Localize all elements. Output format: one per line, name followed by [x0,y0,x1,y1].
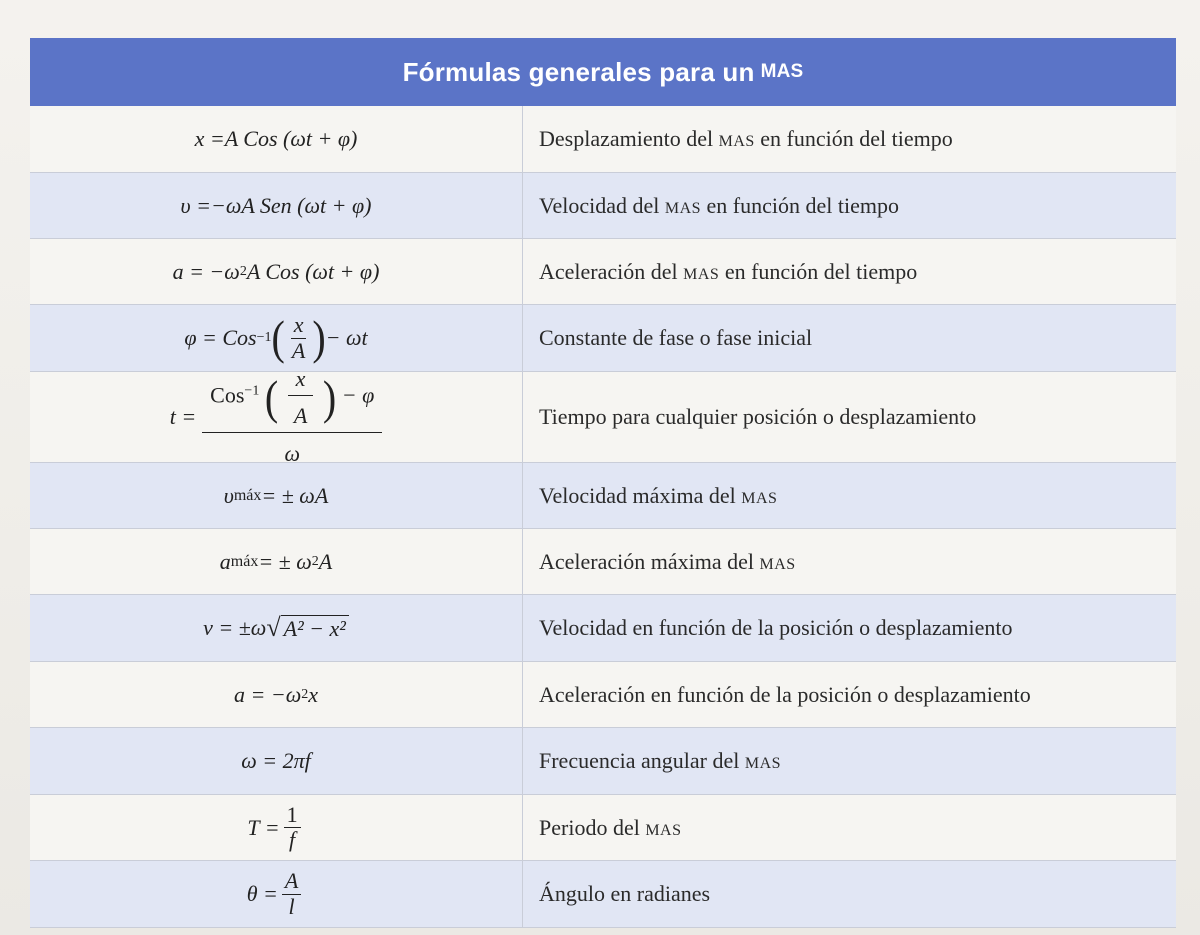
description-cell [523,404,1176,430]
formulas-table [30,38,1176,928]
big-fraction-denominator: ω [284,441,300,467]
description-cell [523,483,1176,509]
sqrt-radicand: A² − x² [281,615,349,642]
formula-cell [30,861,523,927]
formula-cell [30,463,523,528]
formula-end: x [308,681,318,707]
formula-topend: − φ [341,382,375,408]
description-text-end: en función del tiempo [760,126,953,151]
formula-rhs: = ± ωA [261,482,329,508]
description-text-end: en función del tiempo [706,192,899,218]
fraction-denominator: A [291,337,306,363]
table-row [30,861,1176,928]
formula-lhs: ν = ±ω [203,615,267,640]
formula-lhs: a = −ω [172,258,240,284]
fraction-numerator: A [282,869,301,894]
formula-rhs: A Cos (ωt + φ) [224,126,358,151]
description-smallcaps: MAS [741,489,778,507]
description-cell [523,815,1176,841]
description-text: Constante de fase o fase inicial [539,325,813,350]
description-cell [523,682,1176,708]
formula-exponent: 2 [239,263,247,279]
description-text: Aceleración del [539,258,678,284]
description-text: Aceleración máxima del [539,548,755,574]
formula-subscript: máx [233,486,262,504]
fraction [282,869,301,918]
formula-cell [30,529,523,594]
description-smallcaps: MAS [664,199,702,217]
description-cell [523,881,1176,907]
formula-rhs: −ωA Sen (ωt + φ) [210,192,372,218]
description-text: Tiempo para cualquier posición o desplazamiento [539,404,977,429]
description-cell [523,193,1176,219]
formula-cell [30,305,523,371]
fraction-denominator: f [289,827,296,852]
table-row [30,595,1176,662]
formula-exponent: 2 [311,553,319,569]
formula-rhs: − ωt [325,325,368,350]
description-text: Periodo del [539,814,640,840]
formula-exponent: 2 [301,686,309,702]
formula-subscript: máx [230,552,259,570]
description-smallcaps: MAS [683,265,720,283]
formula-lhs: θ = [246,881,278,906]
formula-rhs: A Cos (ωt + φ) [246,258,380,284]
description-cell [523,748,1176,774]
formula-exponent: −1 [256,330,272,345]
formula-rhs: = ± ω [258,548,312,574]
sqrt-sign-glyph: √ [266,613,281,642]
formula-rhs: ω = 2πf [241,748,311,773]
formula-cell [30,173,523,238]
table-row [30,529,1176,595]
table-row [30,728,1176,795]
table-row [30,239,1176,305]
fraction-denominator: l [288,893,295,919]
right-paren-glyph: ) [322,369,337,424]
table-row [30,106,1176,173]
description-smallcaps: MAS [759,555,796,573]
right-paren-glyph: ) [312,310,326,365]
description-text: Desplazamiento del [539,126,714,151]
fraction-numerator: x [288,367,314,396]
description-cell [523,549,1176,575]
big-fraction-numerator [202,367,382,433]
formula-lhs: υ [223,482,234,508]
fraction [288,367,314,428]
table-row [30,305,1176,372]
description-text: Velocidad del [539,192,660,218]
description-text: Velocidad en función de la posición o desplazamiento [539,615,1013,640]
left-paren-glyph: ( [271,310,285,365]
description-text: Frecuencia angular del [539,748,740,773]
table-row [30,662,1176,728]
formula-lhs: φ = Cos [184,325,257,350]
description-text: Ángulo en radianes [539,881,711,906]
formula-cell [30,106,523,172]
table-row [30,173,1176,239]
formula-lhs: a = −ω [234,681,302,707]
formula-lhs: x = [194,126,225,151]
formula-cell [30,795,523,860]
formula-lhs: a [219,548,231,574]
description-cell [523,615,1176,641]
fraction [284,803,301,852]
formula-cell [30,662,523,727]
table-title-text: Fórmulas generales para un [402,56,755,87]
table-row [30,795,1176,861]
formula-exponent: −1 [244,383,260,399]
fraction-numerator: x [291,313,307,338]
description-smallcaps: MAS [718,133,755,150]
table-row [30,365,1176,467]
description-cell [523,325,1176,351]
formula-lhs: υ = [180,192,211,218]
cos-text: Cos [210,382,245,408]
left-paren-glyph: ( [264,369,279,424]
formula-lhs: T = [247,814,280,840]
description-smallcaps: MAS [645,821,682,839]
description-cell [523,126,1176,152]
formula-end: A [318,548,333,574]
formula-cell [30,595,523,661]
formula-cell [30,239,523,304]
description-text: Aceleración en función de la posición o desplazamiento [539,681,1031,707]
description-text: Velocidad máxima del [539,482,736,508]
formula-cell [30,365,523,467]
fraction [289,313,308,362]
formula-lhs: t = [169,404,197,429]
description-cell [523,259,1176,285]
table-row [30,463,1176,529]
description-text-end: en función del tiempo [724,258,918,284]
table-title [30,38,1176,106]
table-title-smallcaps: MAS [760,61,804,82]
description-smallcaps: MAS [744,755,782,772]
big-fraction [202,367,382,467]
fraction-numerator: 1 [284,803,301,828]
fraction-denominator: A [293,403,308,428]
formula-cell [30,728,523,794]
